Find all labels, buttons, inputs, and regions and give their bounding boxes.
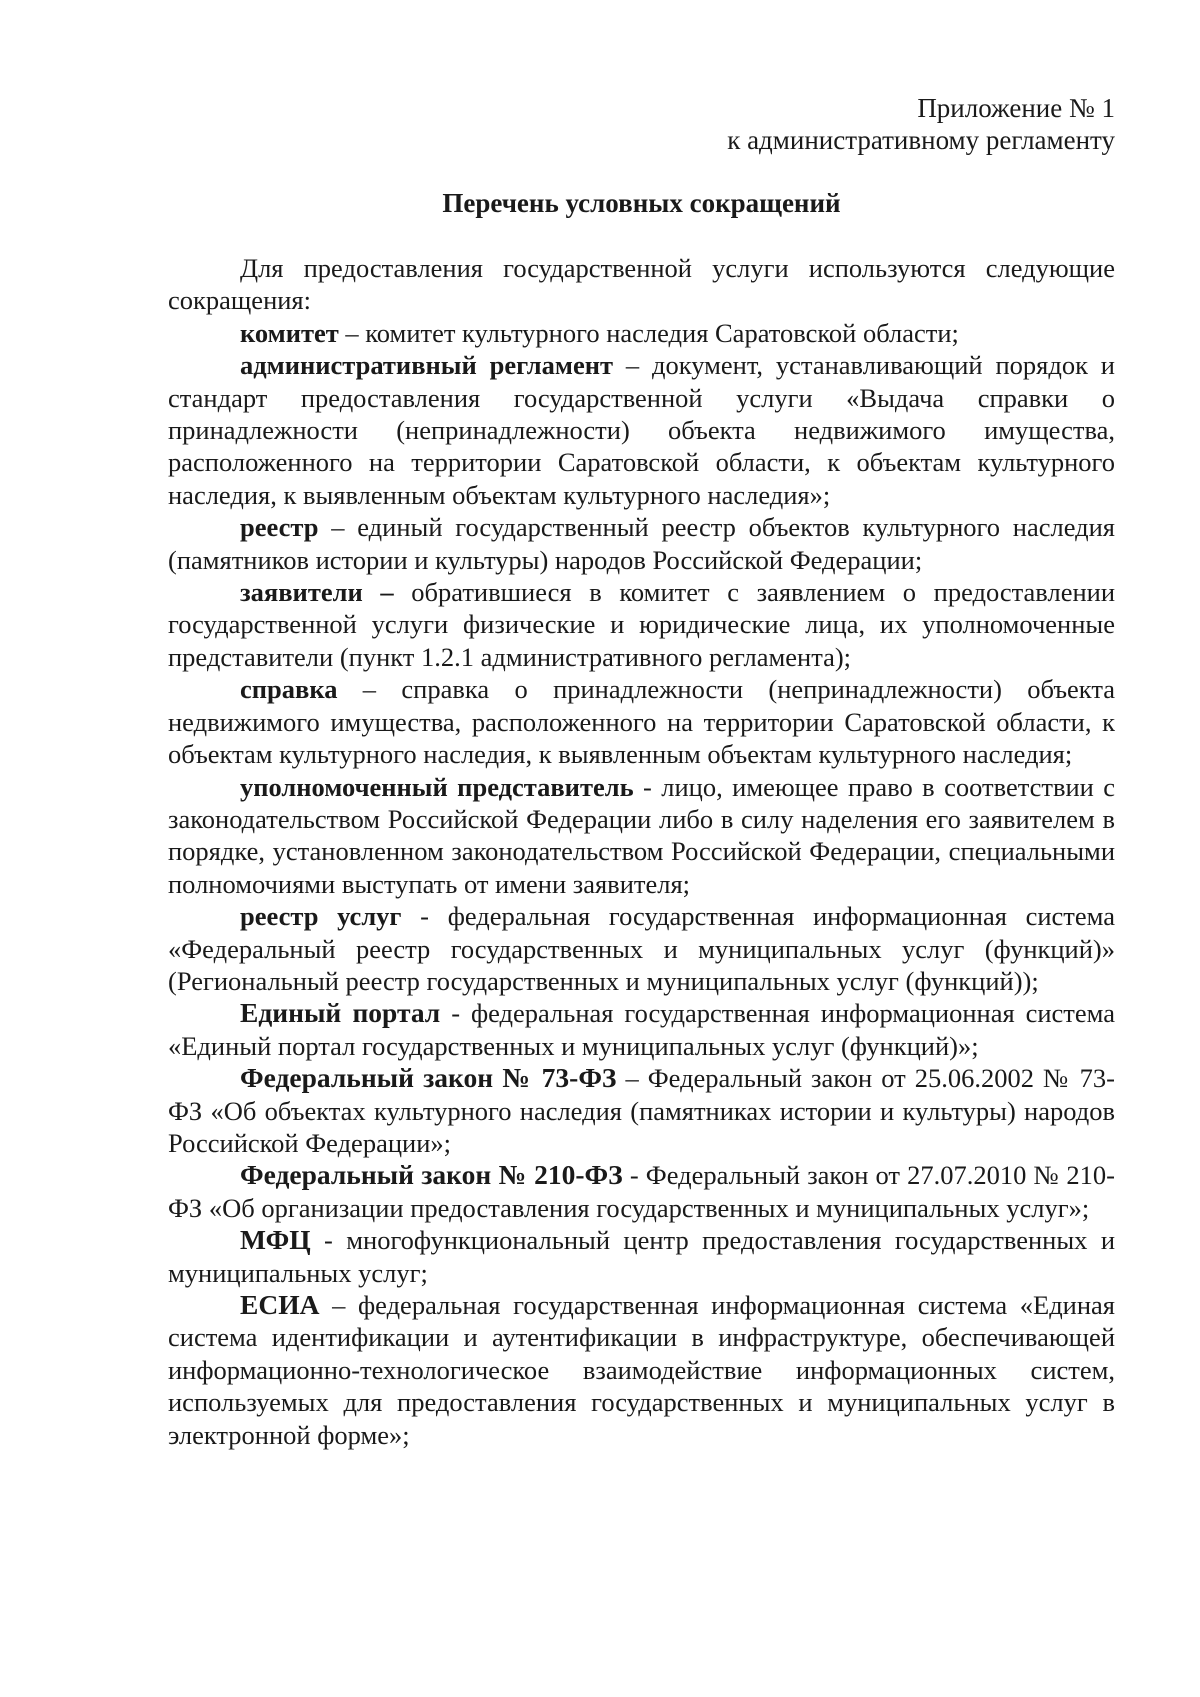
abbreviation-definition: – комитет культурного наследия Саратовской области;: [338, 317, 959, 348]
intro-paragraph: Для предоставления государственной услуги используются следующие сокращения:: [168, 253, 1115, 316]
abbreviation-entry: [168, 511, 1115, 576]
abbreviation-term: Федеральный закон № 73-ФЗ: [240, 1062, 617, 1094]
abbreviation-definition: - многофункциональный центр предоставления государственных и муниципальных услуг;: [168, 1225, 1115, 1288]
appendix-header: [168, 92, 1115, 156]
abbreviation-definition: – Федеральный закон от 25.06.2002 № 73-ФЗ «Об объектах культурного наследия (памятниках истории и культуры) народов Российской Федерации»;: [168, 1063, 1115, 1158]
abbreviation-definition: – документ, устанавливающий порядок и стандарт предоставления государственной услуги «Выдача справки о принадлежности (непринадлежности) объекта недвижимого имущества, расположенного на территории Саратовской области, к объектам культурного наследия, к выявленным объектам культурного наследия»;: [168, 350, 1115, 510]
abbreviation-entry: [168, 317, 1115, 349]
abbreviation-term: Федеральный закон № 210-ФЗ: [240, 1159, 623, 1191]
abbreviation-definition: обратившиеся в комитет с заявлением о предоставлении государственной услуги физические и юридические лица, их уполномоченные представители (пункт 1.2.1 административного регламента);: [168, 577, 1115, 672]
abbreviation-definition: – федеральная государственная информационная система «Единая система идентификации и аутентификации в инфраструктуре, обеспечивающей информационно-технологическое взаимодействие информационных систем, используемых для предоставления государственных и муниципальных услуг в электронной форме»;: [168, 1290, 1115, 1450]
abbreviation-entry: [168, 576, 1115, 673]
appendix-reference: к административному регламенту: [727, 125, 1115, 155]
abbreviation-entry: [168, 771, 1115, 901]
abbreviation-term: уполномоченный представитель: [240, 771, 634, 802]
abbreviation-term: административный регламент: [240, 350, 614, 381]
abbreviation-entry: [168, 997, 1115, 1062]
abbreviation-term: справка: [240, 674, 338, 705]
abbreviation-term: Единый портал: [240, 997, 441, 1029]
abbreviation-entry: [168, 1159, 1115, 1224]
abbreviation-definition: – единый государственный реестр объектов культурного наследия (памятников истории и культуры) народов Российской Федерации;: [168, 512, 1115, 575]
abbreviation-term: МФЦ: [240, 1224, 311, 1256]
abbreviations-list: [168, 317, 1115, 1451]
abbreviation-term: комитет: [240, 317, 339, 348]
abbreviation-definition: - Федеральный закон от 27.07.2010 № 210-ФЗ «Об организации предоставления государственных и муниципальных услуг»;: [168, 1160, 1115, 1223]
abbreviation-entry: [168, 1289, 1115, 1451]
abbreviation-entry: [168, 1062, 1115, 1159]
abbreviation-definition: - федеральная государственная информационная система «Единый портал государственных и муниципальных услуг (функций)»;: [168, 998, 1115, 1061]
abbreviation-term: ЕСИА: [240, 1289, 320, 1320]
document-page: [168, 92, 1115, 1451]
abbreviation-definition: - федеральная государственная информационная система «Федеральный реестр государственных и муниципальных услуг (функций)» (Региональный реестр государственных и муниципальных услуг (функций));: [168, 901, 1115, 996]
abbreviation-definition: – справка о принадлежности (непринадлежности) объекта недвижимого имущества, расположенного на территории Саратовской области, к объектам культурного наследия, к выявленным объектам культурного наследия;: [168, 674, 1115, 770]
abbreviation-entry: [168, 349, 1115, 511]
abbreviation-term: заявители –: [240, 577, 394, 608]
document-title: Перечень условных сокращений: [442, 188, 841, 218]
appendix-number: Приложение № 1: [917, 93, 1115, 123]
abbreviation-entry: [168, 1224, 1115, 1289]
abbreviation-definition: - лицо, имеющее право в соответствии с законодательством Российской Федерации либо в силу наделения его заявителем в порядке, установленном законодательством Российской Федерации, специальными полномочиями выступать от имени заявителя;: [168, 771, 1116, 899]
abbreviation-entry: [168, 673, 1115, 770]
abbreviation-term: реестр услуг: [240, 901, 402, 932]
abbreviation-entry: [168, 900, 1115, 997]
abbreviation-term: реестр: [240, 512, 319, 543]
